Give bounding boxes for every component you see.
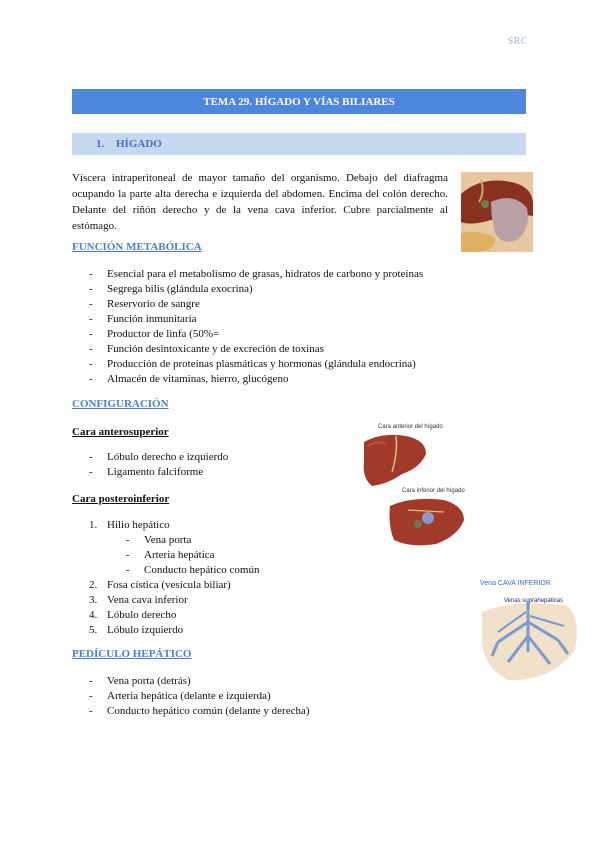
anterior-liver-illustration <box>362 432 428 488</box>
item-label: Fosa cística (vesícula biliar) <box>107 579 231 591</box>
list-item: - Segrega bilis (glándula exocrina) <box>72 282 472 297</box>
item-label: Hilio hepático <box>107 519 170 531</box>
list-item <box>72 623 352 638</box>
list-item: - Arteria hepática <box>72 548 352 563</box>
cara-anterosuperior-title: Cara anterosuperior <box>72 426 169 438</box>
funcion-heading: FUNCIÓN METABÓLICA <box>72 241 202 253</box>
item-number: 2. <box>89 579 98 591</box>
section-label: HÍGADO <box>116 138 162 150</box>
list-item: - Reservorio de sangre <box>72 297 472 312</box>
section-number: 1. <box>96 138 105 150</box>
list-item: - Almacén de vitaminas, hierro, glucógeno <box>72 372 472 387</box>
vena-cava-caption: Vena CAVA INFERIOR <box>480 580 551 587</box>
anterior-caption: Cara anterior del hígado <box>378 424 443 430</box>
venas-illustration <box>478 592 584 688</box>
list-item: - Productor de linfa (50%= <box>72 327 472 342</box>
list-item: - Conducto hepático común (delante y derecha) <box>72 704 412 719</box>
antero-list <box>72 450 332 480</box>
list-item: - Función desintoxicante y de excreción de toxinas <box>72 342 472 357</box>
item-label: Vena cava inferior <box>107 594 188 606</box>
list-item: - Ligamento falciforme <box>72 465 332 480</box>
configuracion-heading: CONFIGURACIÓN <box>72 398 169 410</box>
pediculo-list <box>72 674 412 719</box>
list-item: - Vena porta <box>72 533 352 548</box>
inferior-liver-illustration <box>388 496 466 548</box>
liver-faces-figure <box>362 420 466 548</box>
list-item: - Vena porta (detrás) <box>72 674 412 689</box>
pediculo-heading: PEDÍCULO HEPÁTICO <box>72 648 192 660</box>
intro-paragraph: Víscera intraperitoneal de mayor tamaño del organismo. Debajo del diafragma ocupando la parte alta derecha e izquierda del abdomen. Encima del colón derecho. Delante del riñón derecho y de la vena cava inferior. Cubre parcialmente al estómago. <box>72 172 448 232</box>
list-item <box>72 518 352 578</box>
hilio-sublist <box>72 533 352 578</box>
list-item: - Producción de proteínas plasmáticas y hormonas (glándula endocrina) <box>72 357 472 372</box>
postero-list <box>72 518 352 638</box>
document-title <box>72 89 526 114</box>
list-item <box>72 578 352 593</box>
item-number: 5. <box>89 624 98 636</box>
liver-stomach-illustration <box>461 172 533 252</box>
list-item: - Función inmunitaria <box>72 312 472 327</box>
cara-posteroinferior-title: Cara posteroinferior <box>72 493 170 505</box>
list-item: - Esencial para el metabolismo de grasas, hidratos de carbono y proteínas <box>72 267 472 282</box>
list-item: - Arteria hepática (delante e izquierda) <box>72 689 412 704</box>
item-number: 4. <box>89 609 98 621</box>
vena-cava-figure <box>470 578 586 688</box>
item-label: Lóbulo izquierdo <box>107 624 184 636</box>
title-text: TEMA 29. HÍGADO Y VÍAS BILIARES <box>203 95 395 108</box>
item-label: Lóbulo derecho <box>107 609 177 621</box>
header-tag: SRC <box>507 36 528 47</box>
list-item <box>72 608 352 623</box>
item-number: 3. <box>89 594 98 606</box>
list-item: - Lóbulo derecho e izquierdo <box>72 450 332 465</box>
section-heading <box>72 133 526 155</box>
list-item <box>72 593 352 608</box>
item-number: 1. <box>89 519 98 531</box>
funcion-list <box>72 267 472 387</box>
inferior-caption: Cara inferior del hígado <box>402 488 465 494</box>
list-item: - Conducto hepático común <box>72 563 352 578</box>
liver-stomach-figure <box>461 172 533 252</box>
venas-caption: Venas suprahepáticas <box>504 598 564 604</box>
